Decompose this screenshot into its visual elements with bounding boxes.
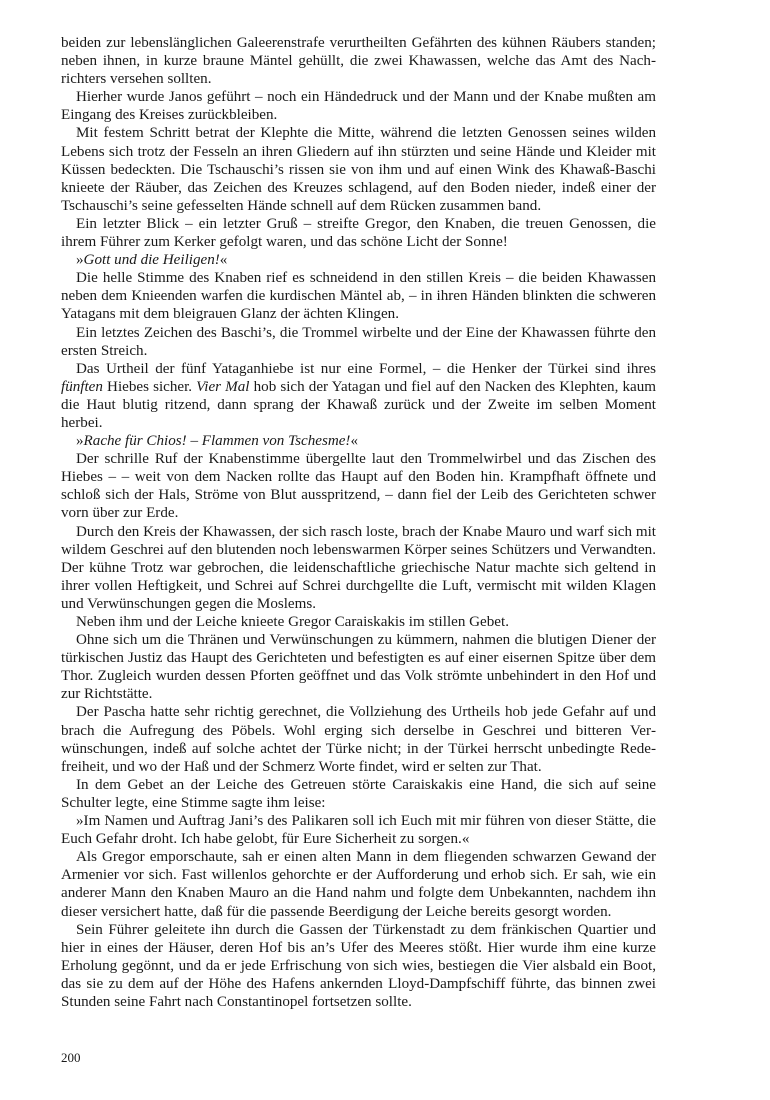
paragraph: Ein letztes Zeichen des Baschi’s, die Trommel wirbelte und der Eine der Khawassen führte den ersten Streich.	[61, 324, 656, 359]
paragraph: Ein letzter Blick – ein letzter Gruß – streifte Gregor, den Knaben, die treuen Genossen, die ihrem Führer zum Kerker gefolgt waren, und das schöne Licht der Sonne!	[61, 215, 656, 251]
paragraph: Sein Führer geleitete ihn durch die Gassen der Türkenstadt zu dem fränkischen Quartier und hier in eines der Häuser, deren Hof bis an’s Ufer des Meeres stößt. Hier wurde ihm eine kurze Erholung gegönnt, und da er jede Erfrischung von sich wies, bestiegen die Vier alsbald ein Boot, das sie zu dem auf der Höhe des Hafens ankernden Lloyd-Dampfschiff führte, das binnen zwei Stunden seine Fahrt nach Constantinopel fortsetzen sollte.	[61, 921, 656, 1010]
emphasis: Vier Mal	[196, 378, 250, 395]
quote-paragraph	[61, 432, 656, 450]
page-number: 200	[61, 1050, 81, 1065]
paragraph	[61, 360, 656, 432]
paragraph: »Im Namen und Auftrag Jani’s des Palikaren soll ich Euch mit mir führen von dieser Stätte, die Euch Gefahr droht. Ich habe gelobt, für Eure Sicherheit zu sorgen.«	[61, 813, 656, 848]
text-run: Hiebes sicher.	[102, 378, 197, 395]
quote-text: Rache für Chios! – Flammen von Tschesme!	[83, 433, 351, 450]
paragraph: Ohne sich um die Thränen und Verwünschungen zu kümmern, nahmen die blutigen Diener der türkischen Justiz das Haupt des Gerichteten und befestigten es auf einer eisernen Spitze über dem Thor. Zugleich wurden dessen Pforten geöffnet und das Volk strömte unbehindert in den Hof und zur Richtstätte.	[61, 632, 656, 703]
quote-close: «	[219, 252, 228, 269]
paragraph: Die helle Stimme des Knaben rief es schneidend in den stillen Kreis – die beiden Khawassen neben dem Knieenden warfen die kurdischen Mäntel ab, – in ihren Händen blinkten die schweren Yatagans mit dem bleigrauen Glanz der ächten Klingen.	[61, 270, 656, 323]
quote-paragraph	[61, 251, 656, 269]
body-text	[61, 34, 656, 1011]
quote-open: »	[76, 252, 84, 269]
text-run: Das Urtheil der fünf Yataganhiebe ist nur eine Formel, – die Henker der Türkei sind ihres	[76, 360, 656, 377]
emphasis: fünften	[61, 378, 103, 395]
paragraph: Der schrille Ruf der Knabenstimme übergellte laut den Trommelwirbel und das Zischen des Hiebes – – weit von dem Nacken rollte das Haupt auf den Boden hin. Krampfhaft öffnete und schloß sich der Hals, Ströme von Blut ausspritzend, – dann fiel der Leib des Gerichteten schwer vorn über zur Erde.	[61, 451, 656, 522]
paragraph: Der Pascha hatte sehr richtig gerechnet, die Vollziehung des Urtheils hob jede Gefahr auf und brach die Aufregung des Pöbels. Wohl erging sich derselbe in Geschrei und bitteren Verwünschungen, indeß auf solche achtet der Türke nicht; in der Türkei herrscht unbedingte Redefreiheit, und wo der Haß und der Schmerz Worte findet, wird er selten zur That.	[61, 704, 656, 775]
paragraph: Neben ihm und der Leiche knieete Gregor Caraiskakis im stillen Gebet.	[76, 614, 509, 630]
paragraph: Als Gregor emporschaute, sah er einen alten Mann in dem fliegenden schwarzen Gewand der Armenier vor sich. Fast willenlos gehorchte er der Aufforderung und erhob sich. Er sah, wie ein anderer Mann den Knaben Mauro an die Hand nahm und folgte dem Unbekannten, nachdem ihn dieser versichert hatte, daß für die passende Beerdigung der Leiche bereits gesorgt worden.	[61, 849, 656, 920]
paragraph: Durch den Kreis der Khawassen, der sich rasch loste, brach der Knabe Mauro und warf sich mit wildem Geschrei auf den blutenden noch lebenswarmen Körper seines Schützers und Verwandten. Der kühne Trotz war gebrochen, die leidenschaftliche griechische Natur machte sich geltend in ihrer vollen Heftigkeit, und Schrei auf Schrei durchgellte die Luft, vermischt mit wilden Klagen und Verwünschungen gegen die Moslems.	[61, 523, 656, 612]
quote-close: «	[350, 433, 358, 450]
paragraph: Hierher wurde Janos geführt – noch ein Händedruck und der Mann und der Knabe mußten am Eingang des Kreises zurückbleiben.	[61, 89, 656, 124]
quote-text: Gott und die Heiligen!	[83, 252, 220, 269]
paragraph: beiden zur lebenslänglichen Galeerenstrafe verurtheilten Gefährten des kühnen Räubers standen; neben ihnen, in kurze braune Mäntel gehüllt, die zwei Khawassen, welche das Amt des Nachrichters versehen sollten.	[61, 35, 656, 88]
text-run: hob sich der Yatagan und fiel auf den Nacken des Klephten, kaum die Haut blutig ritzend, dann sprang der Khawaß zurück und der Zweite im selben Moment herbei.	[61, 378, 657, 431]
quote-open: »	[76, 433, 84, 450]
paragraph: In dem Gebet an der Leiche des Getreuen störte Caraiskakis eine Hand, die sich auf seine Schulter legte, eine Stimme sagte ihm leise:	[61, 776, 656, 811]
paragraph: Mit festem Schritt betrat der Klephte die Mitte, während die letzten Genossen seines wilden Lebens sich trotz der Fesseln an ihren Gliedern auf ihn stürzten und seine Hände und Kleider mit Küssen bedeckten. Die Tschauschi’s rissen sie von ihm und auf einen Wink des Khawaß-Baschi knieete der Räuber, das Zeichen des Kreuzes schlagend, auf den Boden nieder, indeß einer der Tschauschi’s seine gefesselten Hände schnell auf dem Rücken zusammen band.	[61, 125, 656, 214]
